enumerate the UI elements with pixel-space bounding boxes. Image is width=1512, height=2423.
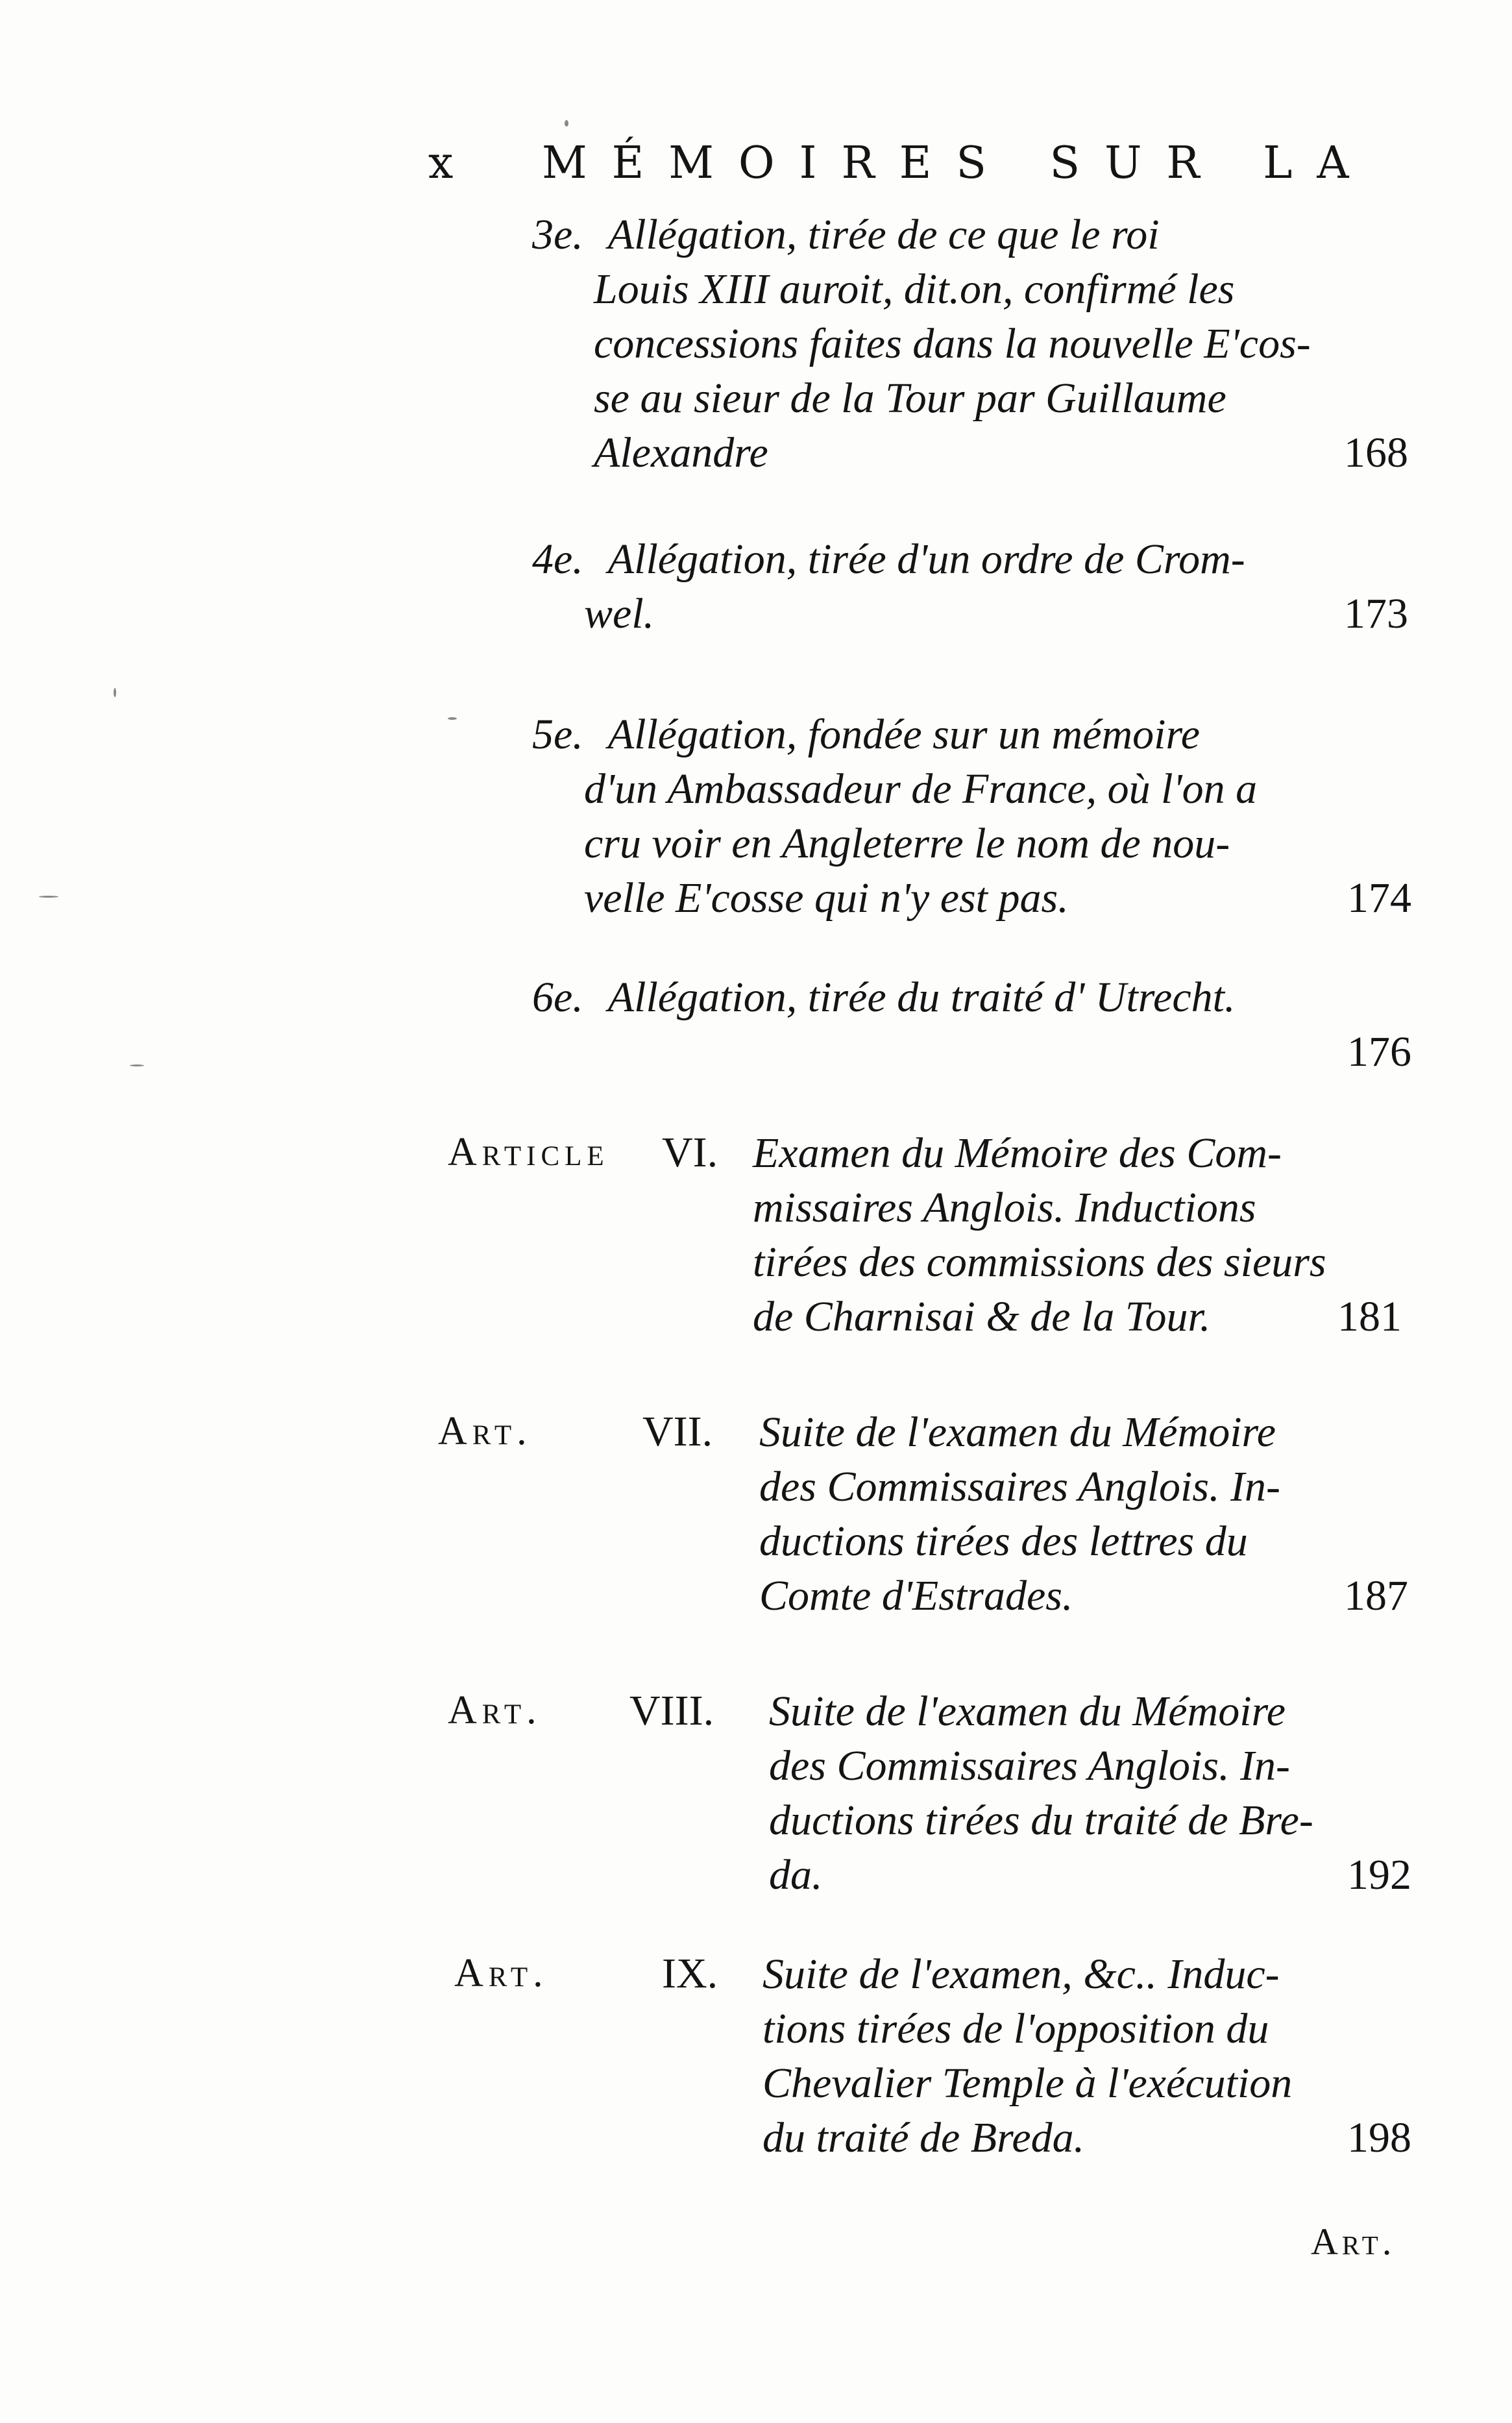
page-reference: 181 xyxy=(1337,1293,1402,1340)
entry-line: se au sieur de la Tour par Guillaume xyxy=(594,375,1226,422)
article-label: Art. xyxy=(448,1688,542,1732)
entry-line: da. xyxy=(769,1851,823,1899)
paper-speck xyxy=(114,688,116,697)
entry-line: concessions faites dans la nouvelle E'cos- xyxy=(594,320,1311,367)
entry-number: 6e. xyxy=(532,974,583,1021)
toc-entry xyxy=(532,532,1408,641)
toc-entry xyxy=(532,208,1408,480)
entry-number: 5e. xyxy=(532,711,583,758)
running-title: MÉMOIRES SUR LA xyxy=(542,138,1374,189)
paper-speck xyxy=(130,1064,144,1066)
toc-entry xyxy=(532,970,1411,1076)
entry-line: des Commissaires Anglois. In- xyxy=(759,1463,1281,1510)
article-entry xyxy=(759,1405,1408,1623)
catchword: Art. xyxy=(1311,2220,1396,2263)
entry-line: Chevalier Temple à l'exécution xyxy=(762,2060,1293,2107)
entry-line: Louis XIII auroit, dit.on, confirmé les xyxy=(594,265,1235,313)
page-reference: 192 xyxy=(1347,1851,1411,1899)
page-reference: 198 xyxy=(1347,2114,1411,2161)
page-reference: 174 xyxy=(1347,874,1411,922)
entry-line: des Commissaires Anglois. In- xyxy=(769,1742,1291,1790)
article-label: Article xyxy=(448,1130,609,1174)
paper-speck xyxy=(565,120,568,127)
article-label: Art. xyxy=(438,1409,532,1453)
entry-line: de Charnisai & de la Tour. xyxy=(753,1293,1211,1340)
entry-line: Suite de l'examen du Mémoire xyxy=(769,1688,1286,1735)
entry-number: 4e. xyxy=(532,535,583,583)
entry-line: Allégation, tirée de ce que le roi xyxy=(607,211,1160,258)
paper-speck xyxy=(448,717,457,720)
article-numeral: VII. xyxy=(642,1408,713,1455)
page-reference: 168 xyxy=(1344,429,1408,476)
page-reference: 187 xyxy=(1344,1572,1408,1619)
toc-entry xyxy=(532,707,1411,926)
article-numeral: VIII. xyxy=(629,1687,714,1734)
entry-line: missaires Anglois. Inductions xyxy=(753,1184,1256,1231)
article-label: Art. xyxy=(454,1951,548,1995)
paper-speck xyxy=(39,896,58,898)
running-header xyxy=(428,138,1421,209)
entry-line: Alexandre xyxy=(594,429,768,476)
article-entry xyxy=(762,1947,1411,2165)
entry-line: tions tirées de l'opposition du xyxy=(762,2005,1269,2052)
entry-line: Suite de l'examen du Mémoire xyxy=(759,1408,1276,1456)
entry-line: Allégation, tirée du traité d' Utrecht. xyxy=(607,974,1236,1021)
article-entry xyxy=(753,1126,1402,1344)
entry-line: wel. xyxy=(584,590,655,637)
page-reference: 176 xyxy=(1347,1028,1411,1076)
article-numeral: VI. xyxy=(662,1129,718,1176)
entry-line: Allégation, fondée sur un mémoire xyxy=(607,711,1201,758)
entry-line: ductions tirées des lettres du xyxy=(759,1518,1248,1565)
entry-line: du traité de Breda. xyxy=(762,2114,1085,2161)
entry-line: velle E'cosse qui n'y est pas. xyxy=(584,874,1069,922)
entry-line: Allégation, tirée d'un ordre de Crom- xyxy=(607,535,1245,583)
entry-line: ductions tirées du traité de Bre- xyxy=(769,1797,1313,1844)
entry-line: Suite de l'examen, &c.. Induc- xyxy=(762,1950,1280,1998)
page-reference: 173 xyxy=(1344,590,1408,637)
entry-line: d'un Ambassadeur de France, où l'on a xyxy=(584,765,1258,813)
article-numeral: IX. xyxy=(662,1950,718,1997)
entry-line: tirées des commissions des sieurs xyxy=(753,1238,1326,1286)
article-entry xyxy=(769,1684,1411,1902)
entry-line: Examen du Mémoire des Com- xyxy=(753,1129,1282,1177)
entry-line: cru voir en Angleterre le nom de nou- xyxy=(584,820,1230,867)
entry-number: 3e. xyxy=(532,211,583,258)
page-number: x xyxy=(428,138,478,189)
entry-line: Comte d'Estrades. xyxy=(759,1572,1073,1619)
